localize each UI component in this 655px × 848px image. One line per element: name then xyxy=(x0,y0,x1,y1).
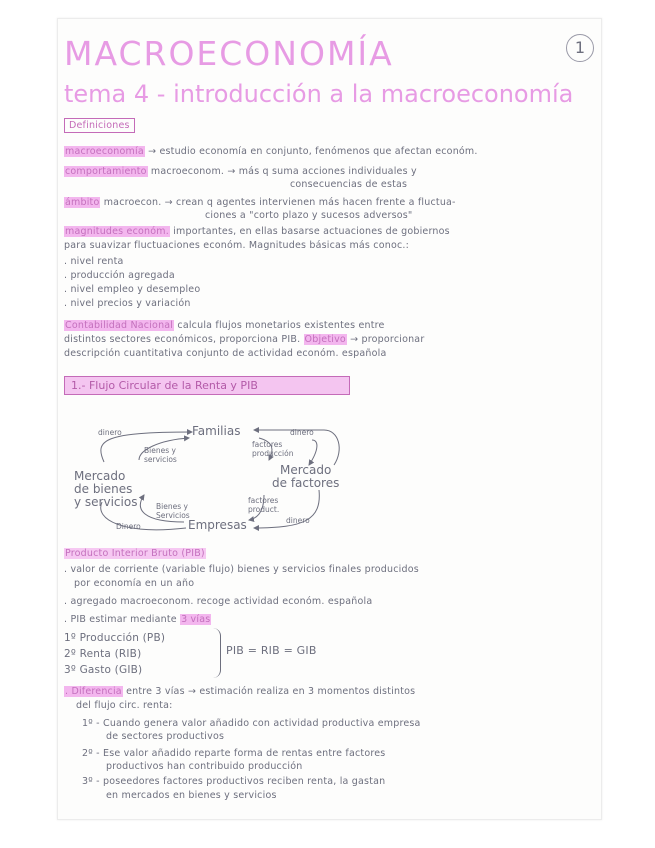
list-item: 2º Renta (RIB) xyxy=(64,648,142,660)
def-line-3: ámbito macroecon. → crean q agentes intervienen más hacen frente a fluctua- xyxy=(65,197,456,208)
label-dinero: dinero xyxy=(286,516,310,525)
moment-3: 3º - poseedores factores productivos reciben renta, la gastan xyxy=(82,776,386,787)
vias-list xyxy=(64,630,165,678)
pib-line-4: . Diferencia entre 3 vías → estimación realiza en 3 momentos distintos xyxy=(65,686,416,697)
list-item: 1º Producción (PB) xyxy=(64,632,166,644)
node-mercado-bienes: Mercado de bienes y servicios xyxy=(74,469,138,509)
label-dinero: dinero xyxy=(290,428,314,437)
pib-line-4b: del flujo circ. renta: xyxy=(76,700,173,711)
contab-line-1: Contabilidad Nacional calcula flujos monetarios existentes entre xyxy=(65,320,385,331)
node-empresas: Empresas xyxy=(188,518,247,532)
term-macroeconomia: macroeconomía xyxy=(65,146,144,157)
page-subtitle: tema 4 - introducción a la macroeconomía xyxy=(64,80,574,108)
pib-line-3: . PIB estimar mediante 3 vías xyxy=(64,614,211,625)
contab-line-2: distintos sectores económicos, proporciona PIB. Objetivo → proporcionar xyxy=(64,334,425,345)
def-line-1: macroeconomía → estudio economía en conjunto, fenómenos que afectan económ. xyxy=(65,146,478,157)
def-line-4b: para suavizar fluctuaciones económ. Magnitudes básicas más conoc.: xyxy=(64,240,410,251)
def-line-2: comportamiento macroeconom. → más q suma acciones individuales y xyxy=(65,166,417,177)
label-bienes-servicios: Bienes y Servicios xyxy=(156,502,190,520)
brace xyxy=(212,628,221,678)
term-diferencia: . Diferencia xyxy=(65,686,122,697)
definitions-tag: Definiciones xyxy=(64,118,135,133)
flow-arrow xyxy=(324,430,339,465)
pib-equation: PIB = RIB = GIB xyxy=(226,644,317,657)
label-bienes-servicios: Bienes y servicios xyxy=(144,446,177,464)
section-heading: 1.- Flujo Circular de la Renta y PIB xyxy=(64,376,350,395)
pib-line-1: . valor de corriente (variable flujo) bienes y servicios finales producidos xyxy=(64,564,419,575)
list-item: 3º Gasto (GIB) xyxy=(64,664,143,676)
label-dinero: dinero xyxy=(98,428,122,437)
pib-line-2: . agregado macroeconom. recoge actividad económ. española xyxy=(64,596,373,607)
label-factores: factores producción xyxy=(252,440,294,458)
moment-2: 2º - Ese valor añadido reparte forma de rentas entre factores xyxy=(82,748,386,759)
label-factores: factores product. xyxy=(248,496,280,514)
node-familias: Familias xyxy=(192,424,241,438)
term-magnitudes: magnitudes económ. xyxy=(65,226,169,237)
node-mercado-factores: Mercado de factores xyxy=(272,463,340,490)
list-item: . nivel renta xyxy=(64,256,124,267)
page-number: 1 xyxy=(566,34,594,62)
flow-arrow xyxy=(309,440,317,465)
pib-heading: Producto Interior Bruto (PIB) xyxy=(65,548,205,559)
def-line-2b: consecuencias de estas xyxy=(290,179,408,190)
list-item: . nivel empleo y desempleo xyxy=(64,284,201,295)
pib-line-1b: por economía en un año xyxy=(74,578,195,589)
moment-2b: productivos han contribuido producción xyxy=(106,761,303,772)
term-objetivo: Objetivo xyxy=(304,334,346,345)
term-contabilidad: Contabilidad Nacional xyxy=(65,320,174,331)
list-item: . producción agregada xyxy=(64,270,175,281)
page-title: MACROECONOMÍA xyxy=(64,34,394,73)
term-comportamiento: comportamiento xyxy=(65,166,147,177)
def-line-4: magnitudes económ. importantes, en ellas basarse actuaciones de gobiernos xyxy=(65,226,450,237)
list-item: . nivel precios y variación xyxy=(64,298,191,309)
moment-1: 1º - Cuando genera valor añadido con actividad productiva empresa xyxy=(82,718,421,729)
magnitudes-list xyxy=(64,256,200,309)
contab-line-3: descripción cuantitativa conjunto de actividad económ. española xyxy=(64,348,387,359)
term-ambito: ámbito xyxy=(65,197,100,208)
def-line-3b: ciones a "corto plazo y sucesos adversos" xyxy=(205,210,413,221)
moment-3b: en mercados en bienes y servicios xyxy=(106,790,277,801)
label-dinero: Dinero xyxy=(116,522,141,531)
moment-1b: de sectores productivos xyxy=(106,731,225,742)
term-3-vias: 3 vías xyxy=(181,614,211,625)
